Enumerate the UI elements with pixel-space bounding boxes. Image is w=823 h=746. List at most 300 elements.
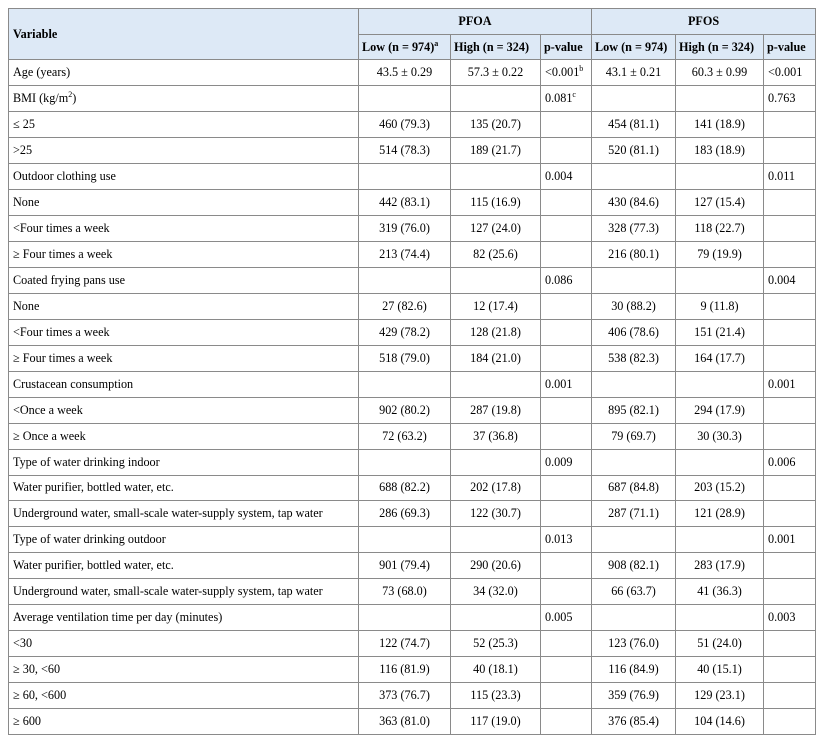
row-label <box>9 111 359 137</box>
value-cell <box>676 215 764 241</box>
value-cell <box>676 189 764 215</box>
row-label <box>9 423 359 449</box>
cell-text: 454 (81.1) <box>608 116 659 131</box>
table-row <box>9 527 816 553</box>
value-cell <box>359 527 451 553</box>
value-cell <box>451 163 541 189</box>
cell-text: 122 (74.7) <box>379 636 430 651</box>
row-label <box>9 189 359 215</box>
value-cell <box>451 371 541 397</box>
p-value-cell <box>541 605 592 631</box>
p-value-cell <box>541 579 592 605</box>
p-value-cell <box>541 475 592 501</box>
cell-text: 116 (84.9) <box>608 662 659 677</box>
row-label-text: Underground water, small-scale water-supply system, tap water <box>13 506 323 521</box>
subheader-cell <box>676 35 764 60</box>
table-row <box>9 319 816 345</box>
value-cell <box>592 683 676 709</box>
cell-text: 79 (69.7) <box>611 428 656 443</box>
table-row <box>9 267 816 293</box>
value-cell <box>676 137 764 163</box>
p-value-cell <box>764 553 816 579</box>
table-row <box>9 709 816 735</box>
subheader-cell <box>592 35 676 60</box>
value-cell <box>359 605 451 631</box>
cell-text: 328 (77.3) <box>608 220 659 235</box>
value-cell <box>359 709 451 735</box>
p-value-cell <box>541 423 592 449</box>
cell-text: 141 (18.9) <box>694 116 745 131</box>
value-cell <box>676 397 764 423</box>
p-value-cell <box>764 189 816 215</box>
value-cell <box>676 657 764 683</box>
value-cell <box>451 215 541 241</box>
cell-text: 216 (80.1) <box>608 246 659 261</box>
table-row <box>9 371 816 397</box>
subheader-label: High (n = 324) <box>679 39 755 54</box>
results-table <box>8 8 816 735</box>
p-value-cell <box>541 189 592 215</box>
p-value-cell <box>764 371 816 397</box>
cell-text: 0.003 <box>768 610 796 625</box>
pfoa-group-header: PFOA <box>359 9 592 35</box>
p-value-cell <box>541 449 592 475</box>
row-label <box>9 345 359 371</box>
table-row <box>9 345 816 371</box>
p-value-cell <box>541 501 592 527</box>
cell-text: <0.001 <box>545 64 580 79</box>
row-label-text: ≥ 30, <60 <box>13 662 61 677</box>
p-value-cell <box>541 397 592 423</box>
table-row <box>9 241 816 267</box>
p-value-cell <box>541 85 592 111</box>
value-cell <box>359 137 451 163</box>
cell-text: 60.3 ± 0.99 <box>691 64 748 79</box>
value-cell <box>676 60 764 86</box>
value-cell <box>359 579 451 605</box>
value-cell <box>676 605 764 631</box>
cell-text: 0.001 <box>768 532 796 547</box>
cell-text: <0.001 <box>768 64 803 79</box>
value-cell <box>592 111 676 137</box>
cell-text: 121 (28.9) <box>694 506 745 521</box>
p-value-cell <box>764 85 816 111</box>
value-cell <box>451 475 541 501</box>
subheader-label: High (n = 324) <box>454 39 529 54</box>
row-label <box>9 85 359 111</box>
cell-text: 0.081 <box>545 90 573 105</box>
cell-text: 34 (32.0) <box>473 584 518 599</box>
table-row <box>9 553 816 579</box>
p-value-cell <box>541 319 592 345</box>
p-value-cell <box>764 423 816 449</box>
value-cell <box>676 631 764 657</box>
cell-text: 43.5 ± 0.29 <box>376 64 433 79</box>
value-cell <box>359 345 451 371</box>
cell-text: 72 (63.2) <box>382 428 427 443</box>
cell-text: 0.001 <box>545 376 573 391</box>
row-label <box>9 579 359 605</box>
cell-text: 0.086 <box>545 272 573 287</box>
row-label-text: ≥ Once a week <box>13 428 86 443</box>
p-value-cell <box>764 605 816 631</box>
p-value-cell <box>541 137 592 163</box>
p-value-cell <box>764 319 816 345</box>
value-cell <box>359 475 451 501</box>
row-label <box>9 241 359 267</box>
cell-text: 518 (79.0) <box>379 350 430 365</box>
row-label <box>9 709 359 735</box>
value-cell <box>359 111 451 137</box>
value-cell <box>451 579 541 605</box>
cell-text: 51 (24.0) <box>697 636 742 651</box>
row-label-text: ≥ Four times a week <box>13 350 113 365</box>
table-row <box>9 397 816 423</box>
value-cell <box>676 267 764 293</box>
row-label-text: <Once a week <box>13 402 83 417</box>
row-label <box>9 605 359 631</box>
value-cell <box>592 371 676 397</box>
p-value-cell <box>764 345 816 371</box>
table-row <box>9 423 816 449</box>
row-label-text: Average ventilation time per day (minutes) <box>13 610 223 625</box>
cell-text: 27 (82.6) <box>382 298 427 313</box>
subheader-cell <box>359 35 451 60</box>
value-cell <box>592 397 676 423</box>
p-value-cell <box>541 60 592 86</box>
value-cell <box>592 631 676 657</box>
cell-text: 895 (82.1) <box>608 402 659 417</box>
row-label <box>9 215 359 241</box>
value-cell <box>359 60 451 86</box>
cell-text: 118 (22.7) <box>694 220 745 235</box>
cell-text: 908 (82.1) <box>608 558 659 573</box>
row-label <box>9 683 359 709</box>
row-label <box>9 527 359 553</box>
subheader-cell <box>764 35 816 60</box>
row-label-text: ≤ 25 <box>13 116 35 131</box>
cell-text: 164 (17.7) <box>694 350 745 365</box>
value-cell <box>592 475 676 501</box>
value-cell <box>592 137 676 163</box>
p-value-cell <box>541 111 592 137</box>
table-row <box>9 85 816 111</box>
cell-text: 203 (15.2) <box>694 480 745 495</box>
value-cell <box>359 163 451 189</box>
cell-text: 0.013 <box>545 532 573 547</box>
row-label-text: Water purifier, bottled water, etc. <box>13 480 174 495</box>
cell-text: 538 (82.3) <box>608 350 659 365</box>
value-cell <box>451 293 541 319</box>
row-label <box>9 553 359 579</box>
cell-text: 127 (24.0) <box>470 220 521 235</box>
cell-text: 406 (78.6) <box>608 324 659 339</box>
cell-text: 902 (80.2) <box>379 402 430 417</box>
row-label <box>9 267 359 293</box>
cell-text: 129 (23.1) <box>694 688 745 703</box>
cell-text: 123 (76.0) <box>608 636 659 651</box>
p-value-cell <box>541 631 592 657</box>
p-value-cell <box>764 579 816 605</box>
value-cell <box>676 501 764 527</box>
value-cell <box>676 683 764 709</box>
cell-text: 0.004 <box>768 272 796 287</box>
value-cell <box>592 215 676 241</box>
cell-text: 122 (30.7) <box>470 506 521 521</box>
row-label-text: <Four times a week <box>13 324 110 339</box>
value-cell <box>592 60 676 86</box>
value-cell <box>451 137 541 163</box>
value-cell <box>359 189 451 215</box>
table-row <box>9 475 816 501</box>
value-cell <box>451 267 541 293</box>
row-label-text: <30 <box>13 636 33 651</box>
cell-text: 151 (21.4) <box>694 324 745 339</box>
value-cell <box>676 85 764 111</box>
cell-text: 128 (21.8) <box>470 324 521 339</box>
value-cell <box>451 631 541 657</box>
variable-header: Variable <box>9 9 359 60</box>
value-cell <box>451 553 541 579</box>
p-value-cell <box>764 163 816 189</box>
value-cell <box>676 527 764 553</box>
row-label <box>9 319 359 345</box>
cell-text: 115 (23.3) <box>470 688 521 703</box>
subheader-cell <box>451 35 541 60</box>
p-value-cell <box>764 397 816 423</box>
label-superscript: 2 <box>68 89 73 99</box>
p-value-cell <box>764 631 816 657</box>
table-row <box>9 189 816 215</box>
table-row <box>9 579 816 605</box>
value-cell <box>451 85 541 111</box>
p-value-cell <box>764 709 816 735</box>
row-label <box>9 449 359 475</box>
cell-text: 43.1 ± 0.21 <box>605 64 662 79</box>
value-cell <box>451 423 541 449</box>
subheader-label: Low (n = 974) <box>595 39 668 54</box>
cell-text: 319 (76.0) <box>379 220 430 235</box>
p-value-cell <box>541 241 592 267</box>
row-label-text: None <box>13 298 40 313</box>
cell-text: 66 (63.7) <box>611 584 656 599</box>
subheader-cell <box>541 35 592 60</box>
cell-text: 294 (17.9) <box>694 402 745 417</box>
p-value-cell <box>541 371 592 397</box>
cell-text: 687 (84.8) <box>608 480 659 495</box>
cell-text: 202 (17.8) <box>470 480 521 495</box>
cell-text: 430 (84.6) <box>608 194 659 209</box>
cell-text: 0.009 <box>545 454 573 469</box>
cell-text: 290 (20.6) <box>470 558 521 573</box>
value-cell <box>592 657 676 683</box>
cell-text: 0.763 <box>768 90 796 105</box>
cell-text: 429 (78.2) <box>379 324 430 339</box>
value-cell <box>592 189 676 215</box>
table-row <box>9 501 816 527</box>
value-cell <box>359 423 451 449</box>
p-value-cell <box>764 475 816 501</box>
cell-text: 189 (21.7) <box>470 142 521 157</box>
row-label-text: None <box>13 194 40 209</box>
cell-text: 0.001 <box>768 376 796 391</box>
cell-text: 359 (76.9) <box>608 688 659 703</box>
row-label <box>9 60 359 86</box>
value-cell <box>451 709 541 735</box>
subheader-label: Low (n = 974) <box>362 39 435 54</box>
value-cell <box>592 527 676 553</box>
cell-text: 0.005 <box>545 610 573 625</box>
value-cell <box>676 163 764 189</box>
row-label-text: Coated frying pans use <box>13 272 126 287</box>
value-cell <box>451 527 541 553</box>
p-value-cell <box>541 293 592 319</box>
footnote-marker: c <box>572 89 576 99</box>
p-value-cell <box>541 683 592 709</box>
value-cell <box>592 163 676 189</box>
p-value-cell <box>764 449 816 475</box>
cell-text: 183 (18.9) <box>694 142 745 157</box>
subheader-label: p-value <box>544 39 583 54</box>
cell-text: 115 (16.9) <box>470 194 521 209</box>
value-cell <box>451 189 541 215</box>
value-cell <box>676 293 764 319</box>
p-value-cell <box>541 267 592 293</box>
value-cell <box>451 319 541 345</box>
p-value-cell <box>541 553 592 579</box>
label-suffix: ) <box>72 90 77 105</box>
table-row <box>9 657 816 683</box>
p-value-cell <box>764 683 816 709</box>
value-cell <box>592 85 676 111</box>
cell-text: 82 (25.6) <box>473 246 518 261</box>
p-value-cell <box>764 215 816 241</box>
cell-text: 287 (19.8) <box>470 402 521 417</box>
value-cell <box>676 241 764 267</box>
row-label <box>9 631 359 657</box>
row-label-text: ≥ 60, <600 <box>13 688 67 703</box>
row-label-text: Crustacean consumption <box>13 376 134 391</box>
value-cell <box>676 475 764 501</box>
p-value-cell <box>764 60 816 86</box>
row-label-text: >25 <box>13 142 33 157</box>
value-cell <box>451 397 541 423</box>
table-row <box>9 605 816 631</box>
value-cell <box>451 449 541 475</box>
value-cell <box>359 85 451 111</box>
value-cell <box>359 657 451 683</box>
value-cell <box>592 553 676 579</box>
row-label-text: Underground water, small-scale water-supply system, tap water <box>13 584 323 599</box>
cell-text: 287 (71.1) <box>608 506 659 521</box>
cell-text: 12 (17.4) <box>473 298 518 313</box>
value-cell <box>451 657 541 683</box>
cell-text: 286 (69.3) <box>379 506 430 521</box>
footnote-marker: b <box>579 63 584 73</box>
value-cell <box>451 345 541 371</box>
value-cell <box>359 631 451 657</box>
cell-text: 0.011 <box>768 168 796 183</box>
value-cell <box>359 293 451 319</box>
row-label-text: ≥ 600 <box>13 714 42 729</box>
row-label-text: <Four times a week <box>13 220 110 235</box>
p-value-cell <box>764 137 816 163</box>
value-cell <box>676 579 764 605</box>
cell-text: 0.006 <box>768 454 796 469</box>
table-row <box>9 60 816 86</box>
value-cell <box>359 683 451 709</box>
cell-text: 40 (15.1) <box>697 662 742 677</box>
row-label <box>9 397 359 423</box>
value-cell <box>359 267 451 293</box>
cell-text: 30 (30.3) <box>697 428 742 443</box>
cell-text: 520 (81.1) <box>608 142 659 157</box>
p-value-cell <box>764 111 816 137</box>
table-row <box>9 683 816 709</box>
p-value-cell <box>541 163 592 189</box>
cell-text: 901 (79.4) <box>379 558 430 573</box>
value-cell <box>676 371 764 397</box>
table-header <box>9 9 816 60</box>
p-value-cell <box>541 709 592 735</box>
table-body <box>9 60 816 735</box>
p-value-cell <box>764 527 816 553</box>
value-cell <box>451 683 541 709</box>
table-row <box>9 293 816 319</box>
value-cell <box>676 111 764 137</box>
cell-text: 30 (88.2) <box>611 298 656 313</box>
cell-text: 117 (19.0) <box>470 714 521 729</box>
cell-text: 73 (68.0) <box>382 584 427 599</box>
cell-text: 184 (21.0) <box>470 350 521 365</box>
value-cell <box>676 553 764 579</box>
value-cell <box>359 215 451 241</box>
cell-text: 442 (83.1) <box>379 194 430 209</box>
cell-text: 52 (25.3) <box>473 636 518 651</box>
value-cell <box>359 449 451 475</box>
value-cell <box>359 319 451 345</box>
value-cell <box>592 241 676 267</box>
row-label <box>9 293 359 319</box>
p-value-cell <box>764 657 816 683</box>
value-cell <box>676 319 764 345</box>
cell-text: 460 (79.3) <box>379 116 430 131</box>
table-row <box>9 111 816 137</box>
p-value-cell <box>764 501 816 527</box>
footnote-marker: a <box>434 38 439 48</box>
cell-text: 373 (76.7) <box>379 688 430 703</box>
value-cell <box>676 423 764 449</box>
p-value-cell <box>541 527 592 553</box>
value-cell <box>359 371 451 397</box>
row-label <box>9 163 359 189</box>
value-cell <box>359 397 451 423</box>
cell-text: 283 (17.9) <box>694 558 745 573</box>
p-value-cell <box>541 215 592 241</box>
value-cell <box>451 111 541 137</box>
p-value-cell <box>541 345 592 371</box>
cell-text: 127 (15.4) <box>694 194 745 209</box>
row-label-text: Outdoor clothing use <box>13 168 116 183</box>
row-label <box>9 371 359 397</box>
value-cell <box>592 449 676 475</box>
table-row <box>9 631 816 657</box>
row-label-text: Age (years) <box>13 64 71 79</box>
p-value-cell <box>764 241 816 267</box>
value-cell <box>592 709 676 735</box>
row-label <box>9 475 359 501</box>
row-label <box>9 137 359 163</box>
